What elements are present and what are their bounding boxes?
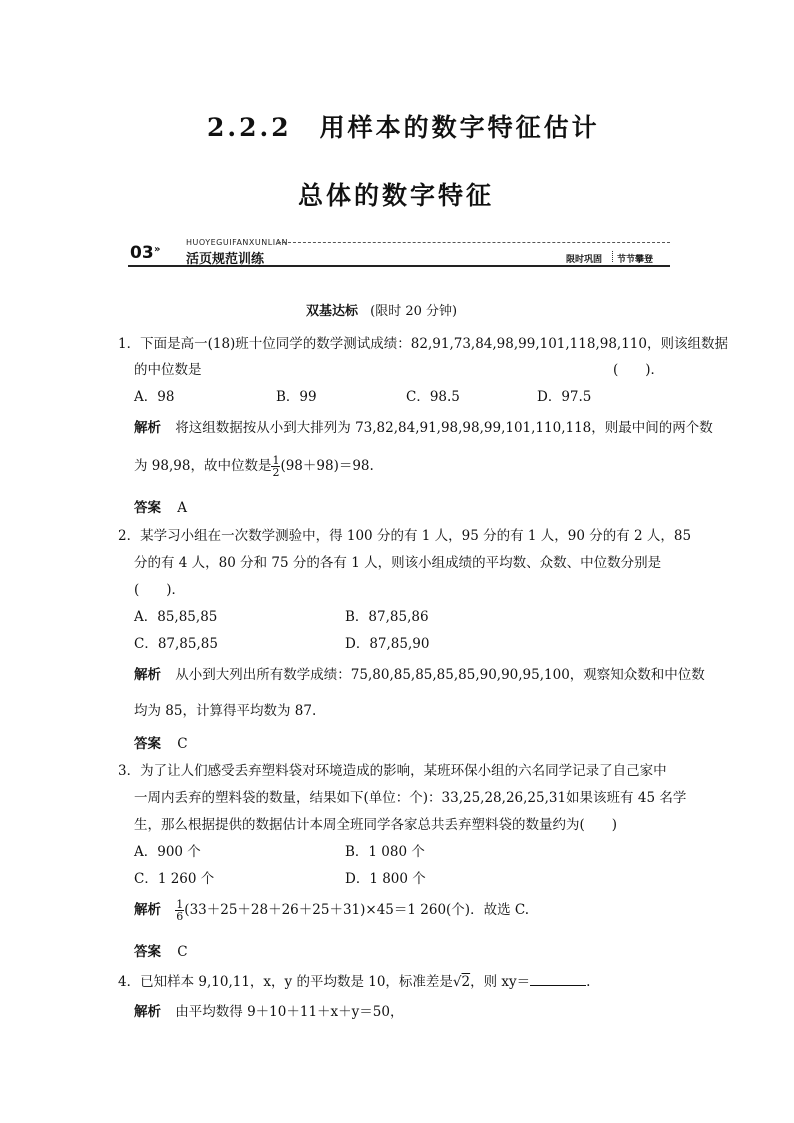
q3-answer xyxy=(134,940,188,960)
page-title: 2.2.2 用样本的数字特征估计 xyxy=(207,113,600,142)
q3-stem-line2: 一周内丢弃的塑料袋的数量，结果如下(单位：个)：33,25,28,26,25,31如果该班有 45 名学 xyxy=(134,790,687,806)
q1-answer xyxy=(134,496,187,516)
q2-stem-line1: 2．某学习小组在一次数学测验中，得 100 分的有 1 人，95 分的有 1 人，90 分的有 2 人，85 xyxy=(118,528,692,544)
q1-answer-value: A xyxy=(177,500,188,516)
section-header xyxy=(306,300,457,319)
q3-stem-line3: 生，那么根据提供的数据估计本周全班同学各家总共丢弃塑料袋的数量约为( ) xyxy=(134,817,618,833)
q4-solution-line1 xyxy=(134,1000,403,1020)
banner-number: 03 xyxy=(130,243,154,263)
q3-answer-value: C xyxy=(177,944,188,960)
q1-solution-text1: 将这组数据按从小到大排列为 73,82,84,91,98,98,99,101,110,118，则最中间的两个数 xyxy=(175,420,713,436)
q2-option-c: C．87,85,85 xyxy=(134,636,218,652)
banner-right-b: 节节攀登 xyxy=(617,255,654,265)
q3-fraction xyxy=(175,899,184,922)
q1-answer-label: 答案 xyxy=(134,500,161,516)
q1-frac-den: 2 xyxy=(272,466,280,479)
q2-answer xyxy=(134,732,188,752)
banner-title: 活页规范训练 xyxy=(186,252,265,267)
q3-option-c: C．1 260 个 xyxy=(134,871,215,887)
banner-underline xyxy=(128,265,670,267)
q2-solution-text1: 从小到大列出所有数学成绩：75,80,85,85,85,85,90,90,95,100，观察知众数和中位数 xyxy=(175,667,705,683)
page-subtitle: 总体的数字特征 xyxy=(298,181,495,210)
q2-answer-label: 答案 xyxy=(134,736,161,752)
banner-divider xyxy=(612,251,613,262)
q1-solution-line1 xyxy=(134,416,713,436)
q4-solution-text1: 由平均数得 9＋10＋11＋x＋y＝50， xyxy=(175,1004,404,1020)
q2-solution-line1 xyxy=(134,663,705,683)
q3-option-a: A．900 个 xyxy=(134,844,201,860)
q2-option-a: A．85,85,85 xyxy=(134,609,218,625)
q4-stem-line1 xyxy=(118,970,590,990)
q4-stem-text3: . xyxy=(586,974,591,990)
q2-option-d: D．87,85,90 xyxy=(345,636,430,652)
q3-frac-den: 6 xyxy=(176,910,184,923)
q3-solution-line1 xyxy=(134,898,529,922)
q4-answer-blank xyxy=(530,973,586,986)
q1-stem-line2: 的中位数是 xyxy=(134,362,202,378)
q2-stem-line3: ( )． xyxy=(134,582,186,598)
q3-stem-line1: 3．为了让人们感受丢弃塑料袋对环境造成的影响，某班环保小组的六名同学记录了自己家中 xyxy=(118,763,667,779)
q4-stem-text2: ，则 xy＝ xyxy=(470,974,531,990)
q4-solution-label: 解析 xyxy=(134,1004,161,1020)
q1-frac-num: 1 xyxy=(272,454,280,467)
q2-answer-value: C xyxy=(177,736,188,752)
q1-option-b: B．99 xyxy=(276,389,317,405)
q3-solution-label: 解析 xyxy=(134,902,161,918)
q1-option-d: D．97.5 xyxy=(537,389,592,405)
q1-stem-line1: 1．下面是高一(18)班十位同学的数学测试成绩：82,91,73,84,98,99,101,118,98,110，则该组数据 xyxy=(118,336,728,352)
banner-right-a: 限时巩固 xyxy=(566,255,603,265)
q3-option-d: D．1 800 个 xyxy=(345,871,426,887)
q2-solution-line2: 均为 85，计算得平均数为 87. xyxy=(134,703,317,719)
q2-stem-line2: 分的有 4 人，80 分和 75 分的各有 1 人，则该小组成绩的平均数、众数、中位数分别是 xyxy=(134,555,662,571)
q2-solution-label: 解析 xyxy=(134,667,161,683)
q1-solution-label: 解析 xyxy=(134,420,161,436)
q1-option-a: A．98 xyxy=(134,389,175,405)
banner-dashed-line xyxy=(278,242,670,243)
q3-answer-label: 答案 xyxy=(134,944,161,960)
q4-stem-text1: 4．已知样本 9,10,11，x，y 的平均数是 10，标准差是 xyxy=(118,974,453,990)
q4-sqrt-symbol: √ xyxy=(452,974,462,990)
q3-frac-num: 1 xyxy=(176,898,184,911)
q3-solution-text1: (33＋25＋28＋26＋25＋31)×45＝1 260(个)．故选 C. xyxy=(184,902,530,918)
q1-option-c: C．98.5 xyxy=(406,389,460,405)
section-time: (限时 20 分钟) xyxy=(370,304,458,319)
banner-pinyin: HUOYEGUIFANXUNLIAN xyxy=(186,238,289,247)
banner-arrow: » xyxy=(154,244,161,255)
q1-paren: ( )． xyxy=(613,362,665,378)
q1-solution-text2a: 为 98,98，故中位数是 xyxy=(134,458,272,474)
q1-solution-line2 xyxy=(134,454,374,478)
q2-option-b: B．87,85,86 xyxy=(345,609,429,625)
q3-option-b: B．1 080 个 xyxy=(345,844,425,860)
section-label: 双基达标 xyxy=(306,304,359,319)
q1-solution-text2b: (98＋98)＝98. xyxy=(280,458,374,474)
q4-sqrt-value: 2 xyxy=(461,974,471,990)
